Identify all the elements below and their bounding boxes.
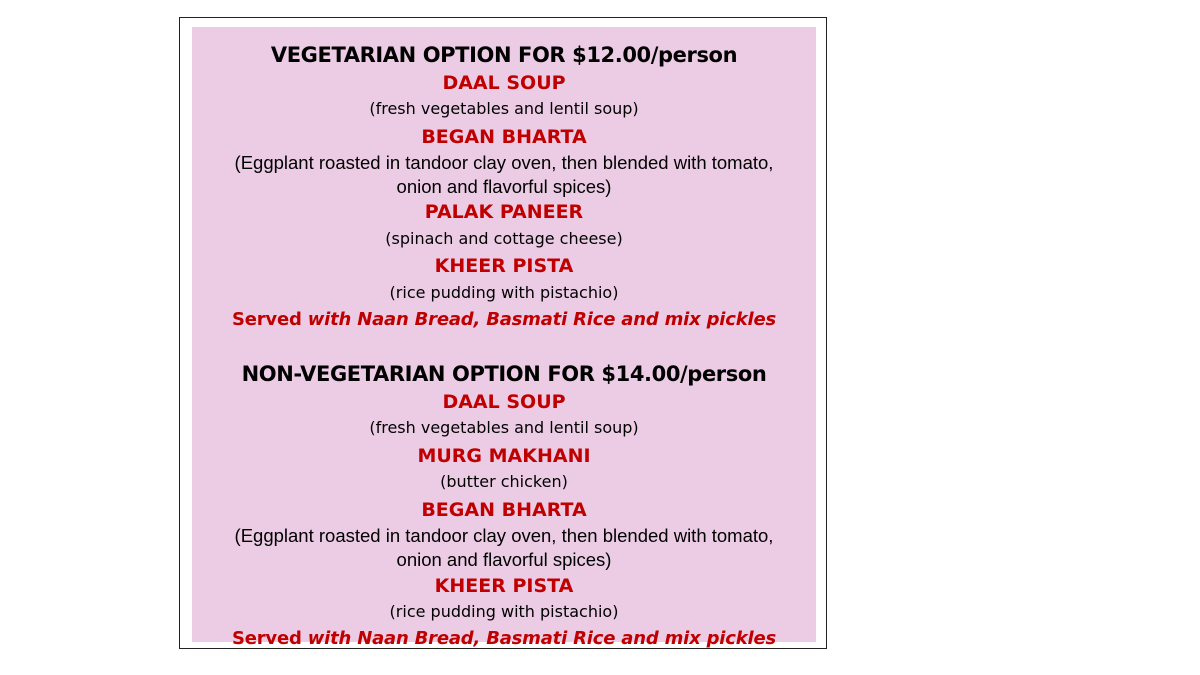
nonveg-dish-name-murg-makhani: MURG MAKHANI <box>417 445 591 467</box>
nonveg-dish-name-daal-soup: DAAL SOUP <box>442 391 566 413</box>
veg-dish-desc-began-bharta-line2: onion and flavorful spices) <box>396 176 612 197</box>
veg-dish-desc-kheer-pista: (rice pudding with pistachio) <box>389 283 619 302</box>
nonveg-dish-desc-began-bharta-line1: (Eggplant roasted in tandoor clay oven, then blended with tomato, <box>234 525 774 546</box>
nonveg-served-rest: with Naan Bread, Basmati Rice and mix pickles <box>307 628 776 649</box>
nonveg-dish-desc-murg-makhani: (butter chicken) <box>440 472 568 491</box>
veg-served-prefix: Served <box>231 309 308 330</box>
vegetarian-option-title: VEGETARIAN OPTION FOR $12.00/person <box>270 43 738 67</box>
veg-dish-desc-began-bharta-line1: (Eggplant roasted in tandoor clay oven, then blended with tomato, <box>234 152 774 173</box>
nonveg-dish-desc-daal-soup: (fresh vegetables and lentil soup) <box>369 418 639 437</box>
veg-served-rest: with Naan Bread, Basmati Rice and mix pickles <box>307 309 776 330</box>
nonveg-dish-desc-began-bharta-line2: onion and flavorful spices) <box>396 549 612 570</box>
nonveg-served-with-note <box>192 630 816 648</box>
veg-dish-name-kheer-pista: KHEER PISTA <box>434 255 574 277</box>
veg-dish-name-began-bharta: BEGAN BHARTA <box>421 126 587 148</box>
nonveg-dish-desc-kheer-pista: (rice pudding with pistachio) <box>389 602 619 621</box>
veg-dish-desc-daal-soup: (fresh vegetables and lentil soup) <box>369 99 639 118</box>
veg-served-with-note <box>192 311 816 329</box>
non-vegetarian-option-title: NON-VEGETARIAN OPTION FOR $14.00/person <box>241 362 767 386</box>
nonveg-served-prefix: Served <box>231 628 308 649</box>
menu-frame <box>179 17 827 649</box>
veg-dish-desc-palak-paneer: (spinach and cottage cheese) <box>385 229 623 248</box>
nonveg-dish-name-began-bharta: BEGAN BHARTA <box>421 499 587 521</box>
veg-dish-name-daal-soup: DAAL SOUP <box>442 72 566 94</box>
menu-panel <box>192 27 816 649</box>
veg-dish-name-palak-paneer: PALAK PANEER <box>424 201 584 223</box>
nonveg-dish-name-kheer-pista: KHEER PISTA <box>434 575 574 597</box>
